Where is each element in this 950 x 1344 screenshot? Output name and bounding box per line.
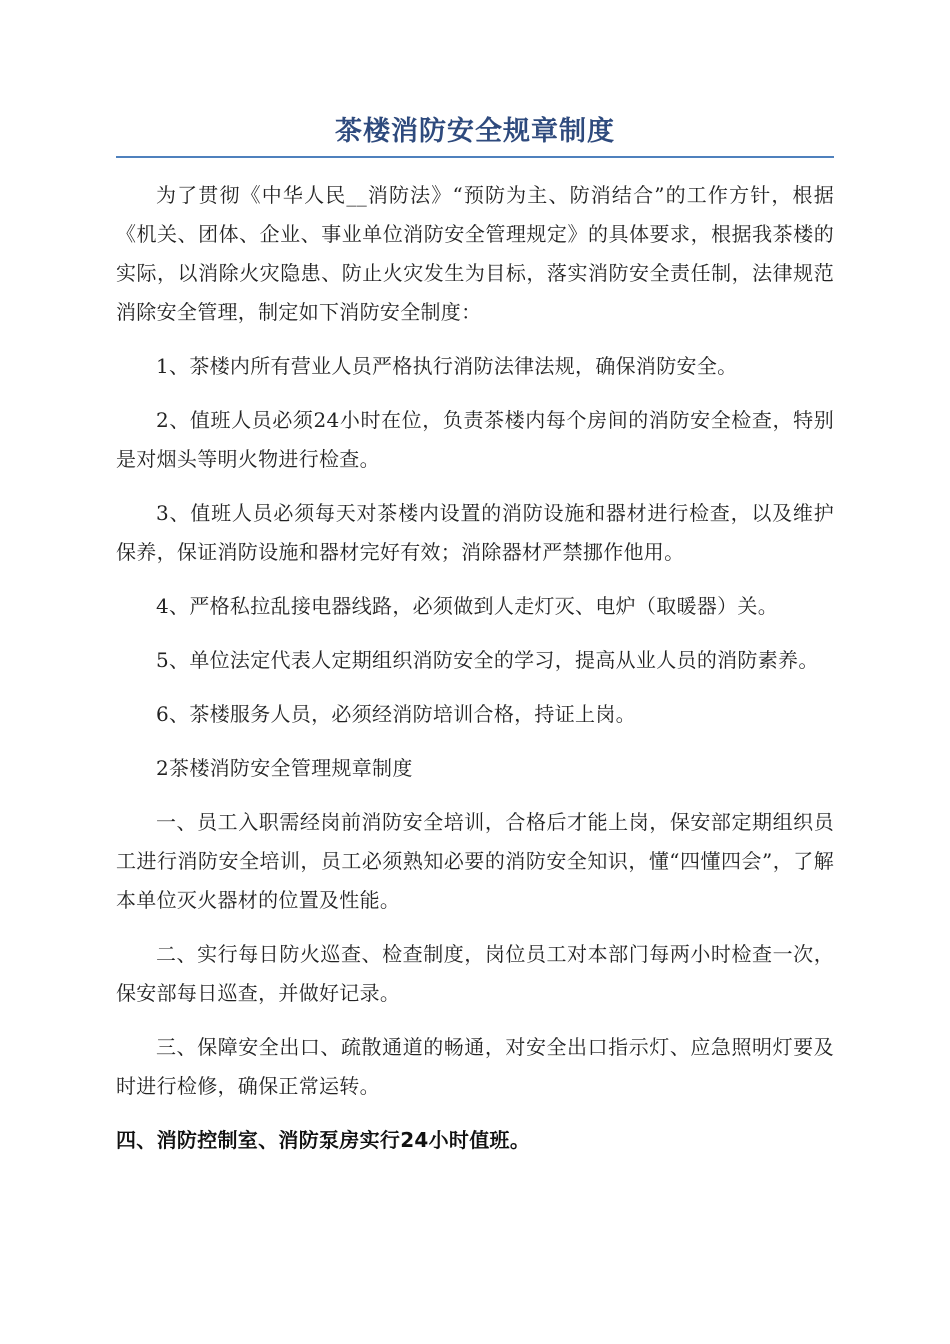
document-body xyxy=(116,176,834,1160)
document-page xyxy=(116,112,834,1175)
section-2-heading: 2茶楼消防安全管理规章制度 xyxy=(156,756,413,780)
section-2-rule-1-paragraph: 一、员工入职需经岗前消防安全培训，合格后才能上岗，保安部定期组织员工进行消防安全培训，员工必须熟知必要的消防安全知识，懂“四懂四会”，了解本单位灭火器材的位置及性能。 xyxy=(116,810,834,912)
section-2-rule-3-paragraph: 三、保障安全出口、疏散通道的畅通，对安全出口指示灯、应急照明灯要及时进行检修，确保正常运转。 xyxy=(116,1035,834,1098)
rule-3-paragraph: 3、值班人员必须每天对茶楼内设置的消防设施和器材进行检查，以及维护保养，保证消防设施和器材完好有效；消除器材严禁挪作他用。 xyxy=(116,501,834,564)
intro-paragraph: 为了贯彻《中华人民__消防法》“预防为主、防消结合”的工作方针，根据《机关、团体、企业、事业单位消防安全管理规定》的具体要求，根据我茶楼的实际，以消除火灾隐患、防止火灾发生为目标，落实消防安全责任制，法律规范消除安全管理，制定如下消防安全制度： xyxy=(116,183,834,324)
rule-1-paragraph: 1、茶楼内所有营业人员严格执行消防法律法规，确保消防安全。 xyxy=(156,354,738,378)
rule-4-paragraph: 4、严格私拉乱接电器线路，必须做到人走灯灭、电炉（取暖器）关。 xyxy=(156,594,779,618)
rule-2-paragraph: 2、值班人员必须24小时在位，负责茶楼内每个房间的消防安全检查，特别是对烟头等明火物进行检查。 xyxy=(116,408,834,471)
document-title: 茶楼消防安全规章制度 xyxy=(116,112,834,158)
rule-5-paragraph: 5、单位法定代表人定期组织消防安全的学习，提高从业人员的消防素养。 xyxy=(156,648,819,672)
section-2-rule-4-paragraph: 四、消防控制室、消防泵房实行24小时值班。 xyxy=(116,1128,531,1152)
section-2-rule-2-paragraph: 二、实行每日防火巡查、检查制度，岗位员工对本部门每两小时检查一次，保安部每日巡查，并做好记录。 xyxy=(116,942,834,1005)
rule-6-paragraph: 6、茶楼服务人员，必须经消防培训合格，持证上岗。 xyxy=(156,702,636,726)
